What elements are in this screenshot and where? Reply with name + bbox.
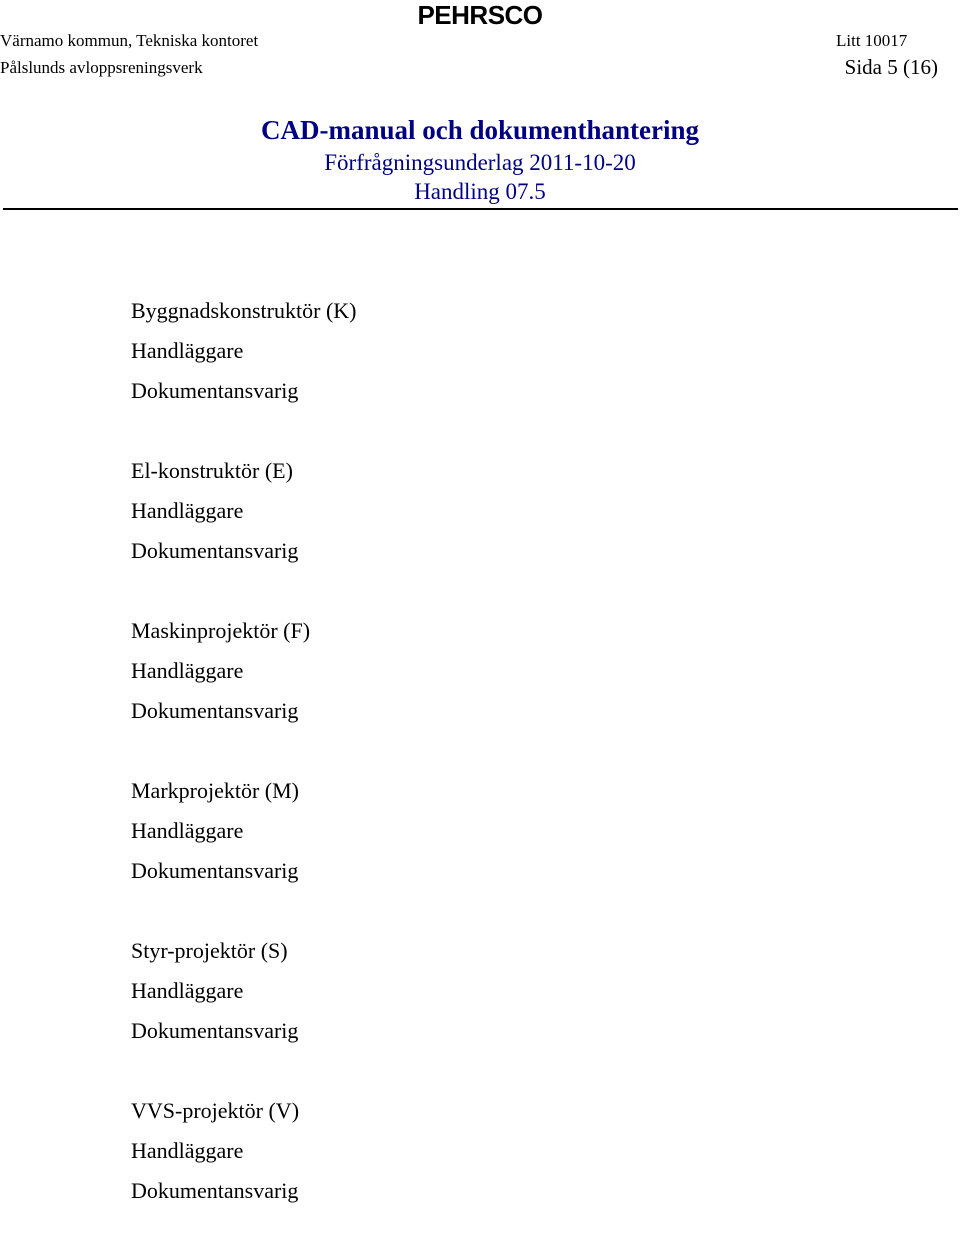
header-facility: Pålslunds avloppsreningsverk xyxy=(0,58,203,77)
header-reference: Litt 10017 xyxy=(836,31,908,50)
role-group xyxy=(131,291,831,411)
role-group xyxy=(131,1091,831,1211)
roles-list xyxy=(131,291,831,1251)
role-discipline: Maskinprojektör (F) xyxy=(131,618,311,643)
role-responsible: Dokumentansvarig xyxy=(131,538,299,563)
role-responsible: Dokumentansvarig xyxy=(131,378,299,403)
role-discipline: Styr-projektör (S) xyxy=(131,938,288,963)
role-responsible: Dokumentansvarig xyxy=(131,698,299,723)
role-responsible: Dokumentansvarig xyxy=(131,858,299,883)
header-divider xyxy=(3,208,958,210)
role-handler: Handläggare xyxy=(131,978,244,1003)
header-page-number: Sida 5 (16) xyxy=(844,55,938,79)
role-group xyxy=(131,451,831,571)
role-discipline: Byggnadskonstruktör (K) xyxy=(131,298,357,323)
role-discipline: VVS-projektör (V) xyxy=(131,1098,300,1123)
role-handler: Handläggare xyxy=(131,818,244,843)
role-discipline: El-konstruktör (E) xyxy=(131,458,293,483)
role-handler: Handläggare xyxy=(131,498,244,523)
document-handling: Handling 07.5 xyxy=(414,179,546,204)
document-title: CAD-manual och dokumenthantering xyxy=(260,115,700,145)
document-subtitle: Förfrågningsunderlag 2011-10-20 xyxy=(324,150,636,175)
role-group xyxy=(131,931,831,1051)
role-discipline: Markprojektör (M) xyxy=(131,778,300,803)
role-responsible: Dokumentansvarig xyxy=(131,1018,299,1043)
role-handler: Handläggare xyxy=(131,658,244,683)
role-handler: Handläggare xyxy=(131,338,244,363)
company-logo-text: PEHRSCO xyxy=(417,0,543,30)
role-responsible: Dokumentansvarig xyxy=(131,1178,299,1203)
header-organization: Värnamo kommun, Tekniska kontoret xyxy=(0,31,259,50)
role-group xyxy=(131,611,831,731)
document-title-block xyxy=(0,112,960,206)
role-handler: Handläggare xyxy=(131,1138,244,1163)
role-group xyxy=(131,771,831,891)
